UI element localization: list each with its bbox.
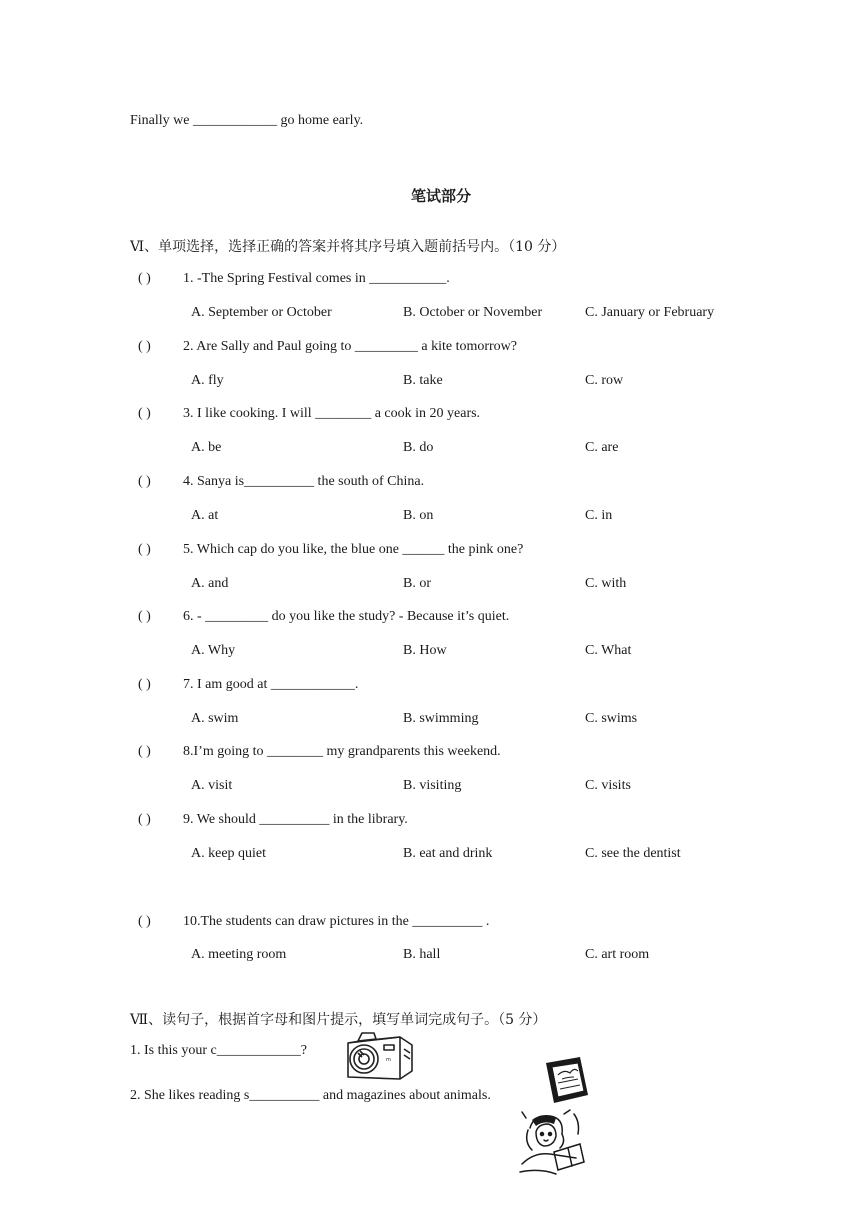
question-text: 5. Which cap do you like, the blue one ______ the pink one? <box>183 542 524 557</box>
question-text: 6. - _________ do you like the study? - Because it’s quiet. <box>183 609 510 624</box>
section-7-heading: Ⅶ、读句子，根据首字母和图片提示，填写单词完成句子。（5 分） <box>130 1012 547 1028</box>
question-text: 3. I like cooking. I will ________ a cook in 20 years. <box>183 406 481 421</box>
top-sentence: Finally we ____________ go home early. <box>130 113 364 128</box>
option-a: A. meeting room <box>191 947 287 962</box>
option-c: C. January or February <box>585 305 715 320</box>
option-c: C. row <box>585 373 624 388</box>
option-c: C. swims <box>585 711 638 726</box>
book-icon <box>540 1055 592 1112</box>
question-text: 2. Are Sally and Paul going to _________ a kite tomorrow? <box>183 339 518 354</box>
option-b: B. on <box>403 508 434 523</box>
option-c: C. visits <box>585 778 631 793</box>
question-text: 9. We should __________ in the library. <box>183 812 408 827</box>
question-text: 4. Sanya is__________ the south of China. <box>183 474 425 489</box>
option-a: A. visit <box>191 778 233 793</box>
option-c: C. are <box>585 440 619 455</box>
option-b: B. or <box>403 576 431 591</box>
option-b: B. eat and drink <box>403 846 493 861</box>
option-b: B. swimming <box>403 711 479 726</box>
camera-icon <box>344 1027 416 1088</box>
option-c: C. art room <box>585 947 650 962</box>
option-a: A. September or October <box>191 305 332 320</box>
answer-bracket[interactable]: ( ) <box>138 339 151 354</box>
option-b: B. October or November <box>403 305 543 320</box>
option-a: A. Why <box>191 643 236 658</box>
fill-item-2: 2. She likes reading s__________ and magazines about animals. <box>130 1088 491 1103</box>
option-a: A. and <box>191 576 229 591</box>
answer-bracket[interactable]: ( ) <box>138 744 151 759</box>
answer-bracket[interactable]: ( ) <box>138 406 151 421</box>
option-b: B. How <box>403 643 447 658</box>
question-text: 10.The students can draw pictures in the __________ . <box>183 914 490 929</box>
answer-bracket[interactable]: ( ) <box>138 271 151 286</box>
option-c: C. What <box>585 643 632 658</box>
option-a: A. keep quiet <box>191 846 267 861</box>
question-text: 8.I’m going to ________ my grandparents this weekend. <box>183 744 501 759</box>
option-c: C. in <box>585 508 613 523</box>
question-text: 1. -The Spring Festival comes in ___________. <box>183 271 450 286</box>
option-c: C. see the dentist <box>585 846 681 861</box>
svg-text:m: m <box>386 1057 391 1063</box>
option-c: C. with <box>585 576 627 591</box>
fill-item-1: 1. Is this your c____________? <box>130 1043 307 1058</box>
option-a: A. be <box>191 440 222 455</box>
girl-reading-icon <box>516 1108 588 1185</box>
question-text: 7. I am good at ____________. <box>183 677 359 692</box>
answer-bracket[interactable]: ( ) <box>138 542 151 557</box>
written-part-title: 笔试部分 <box>411 187 472 205</box>
answer-bracket[interactable]: ( ) <box>138 474 151 489</box>
option-b: B. take <box>403 373 443 388</box>
answer-bracket[interactable]: ( ) <box>138 609 151 624</box>
option-a: A. fly <box>191 373 224 388</box>
option-b: B. do <box>403 440 434 455</box>
answer-bracket[interactable]: ( ) <box>138 914 151 929</box>
option-a: A. swim <box>191 711 239 726</box>
option-a: A. at <box>191 508 219 523</box>
answer-bracket[interactable]: ( ) <box>138 677 151 692</box>
option-b: B. visiting <box>403 778 462 793</box>
answer-bracket[interactable]: ( ) <box>138 812 151 827</box>
section-6-heading: Ⅵ、单项选择，选择正确的答案并将其序号填入题前括号内。（10 分） <box>130 239 566 255</box>
option-b: B. hall <box>403 947 441 962</box>
